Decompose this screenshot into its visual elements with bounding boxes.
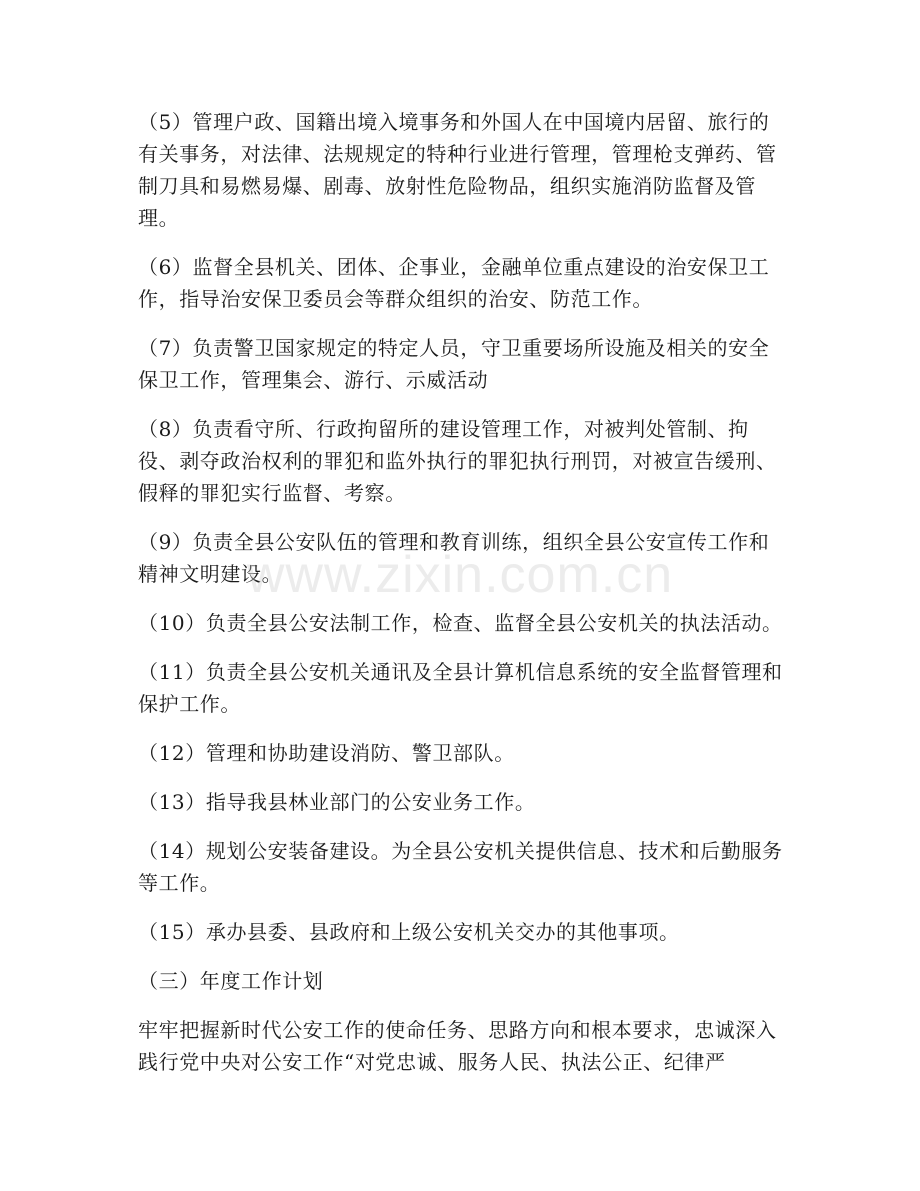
paragraph-item-6: （6）监督全县机关、团体、企事业，金融单位重点建设的治安保卫工作，指导治安保卫委员会等群众组织的治安、防范工作。: [138, 255, 770, 311]
paragraph-item-14: （14）规划公安装备建设。为全县公安机关提供信息、技术和后勤服务等工作。: [138, 839, 783, 895]
section-heading-annual-plan: （三）年度工作计划: [138, 969, 324, 993]
paragraph-annual-plan-body: 牢牢把握新时代公安工作的使命任务、思路方向和根本要求，忠诚深入践行党中央对公安工作“对党忠诚、服务人民、执法公正、纪律严: [138, 1018, 777, 1074]
paragraph-item-9: （9）负责全县公安队伍的管理和教育训练，组织全县公安宣传工作和精神文明建设。: [138, 530, 770, 586]
paragraph-item-15: （15）承办县委、县政府和上级公安机关交办的其他事项。: [138, 920, 680, 944]
paragraph-item-7: （7）负责警卫国家规定的特定人员，守卫重要场所设施及相关的安全保卫工作，管理集会、游行、示威活动: [138, 336, 770, 392]
paragraph-item-12: （12）管理和协助建设消防、警卫部队。: [138, 741, 515, 765]
paragraph-item-10: （10）负责全县公安法制工作，检查、监督全县公安机关的执法活动。: [138, 611, 783, 635]
watermark-text: www.zixin.com.cn: [246, 546, 674, 604]
paragraph-item-5: （5）管理户政、国籍出境入境事务和外国人在中国境内居留、旅行的有关事务，对法律、法规规定的特种行业进行管理，管理枪支弹药、管制刀具和易燃易爆、剧毒、放射性危险物品，组织实施消防监督及管理。: [138, 110, 777, 230]
document-body: [138, 106, 788, 1095]
paragraph-item-8: （8）负责看守所、行政拘留所的建设管理工作，对被判处管制、拘役、剥夺政治权利的罪犯和监外执行的罪犯执行刑罚，对被宣告缓刑、假释的罪犯实行监督、考察。: [138, 417, 777, 505]
paragraph-item-11: （11）负责全县公安机关通讯及全县计算机信息系统的安全监督管理和保护工作。: [138, 660, 783, 716]
paragraph-item-13: （13）指导我县林业部门的公安业务工作。: [138, 790, 536, 814]
